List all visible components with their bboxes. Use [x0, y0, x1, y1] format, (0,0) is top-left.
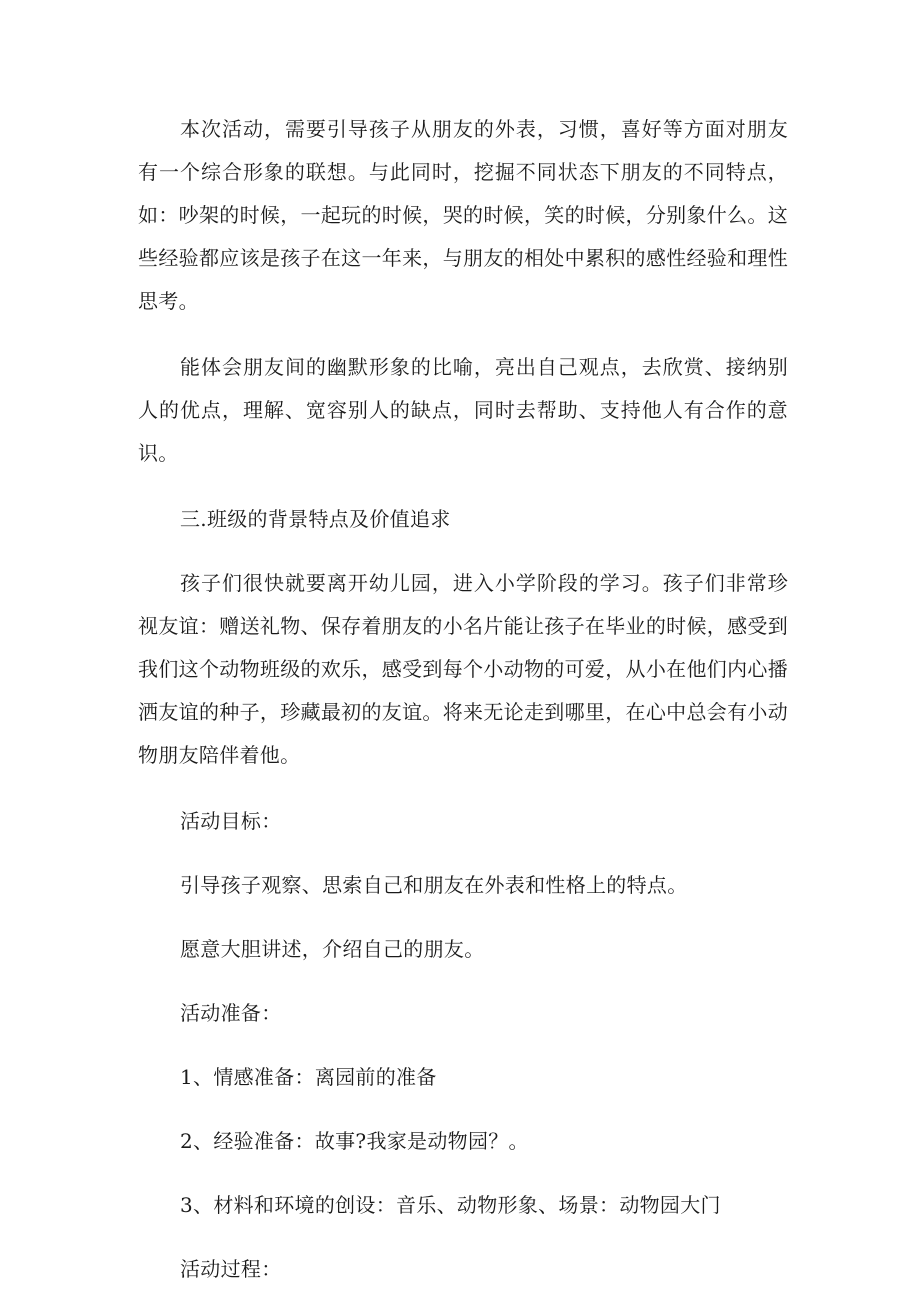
prep-item-experience: 2、经验准备：故事?我家是动物园？。 [180, 1129, 529, 1153]
paragraph-activity-intro: 本次活动，需要引导孩子从朋友的外表，习惯，喜好等方面对朋友有一个综合形象的联想。与此同时，挖掘不同状态下朋友的不同特点，如：吵架的时候，一起玩的时候，哭的时候，笑的时候，分别象什么。这些经验都应该是孩子在这一年来，与朋友的相处中累积的感性经验和理性思考。 [138, 117, 788, 313]
process-heading: 活动过程： [180, 1257, 282, 1281]
prep-item-materials: 3、材料和环境的创设：音乐、动物形象、场景：动物园大门 [180, 1193, 721, 1217]
prep-item-emotion: 1、情感准备：离园前的准备 [180, 1065, 437, 1089]
paragraph-class-background: 孩子们很快就要离开幼儿园，进入小学阶段的学习。孩子们非常珍视友谊：赠送礼物、保存着朋友的小名片能让孩子在毕业的时候，感受到我们这个动物班级的欢乐，感受到每个小动物的可爱，从小在他们内心播洒友谊的种子，珍藏最初的友谊。将来无论走到哪里，在心中总会有小动物朋友陪伴着他。 [138, 571, 788, 767]
goal-item-observe: 引导孩子观察、思索自己和朋友在外表和性格上的特点。 [180, 873, 688, 897]
paragraph-humor-metaphor: 能体会朋友间的幽默形象的比喻，亮出自己观点，去欣赏、接纳别人的优点，理解、宽容别人的缺点，同时去帮助、支持他人有合作的意识。 [138, 355, 788, 465]
document-body [138, 108, 788, 1312]
prep-heading: 活动准备： [180, 1001, 282, 1025]
section-heading-class-background: 三.班级的背景特点及价值追求 [180, 507, 451, 531]
goals-heading: 活动目标： [180, 809, 282, 833]
goal-item-describe: 愿意大胆讲述，介绍自己的朋友。 [180, 937, 485, 961]
